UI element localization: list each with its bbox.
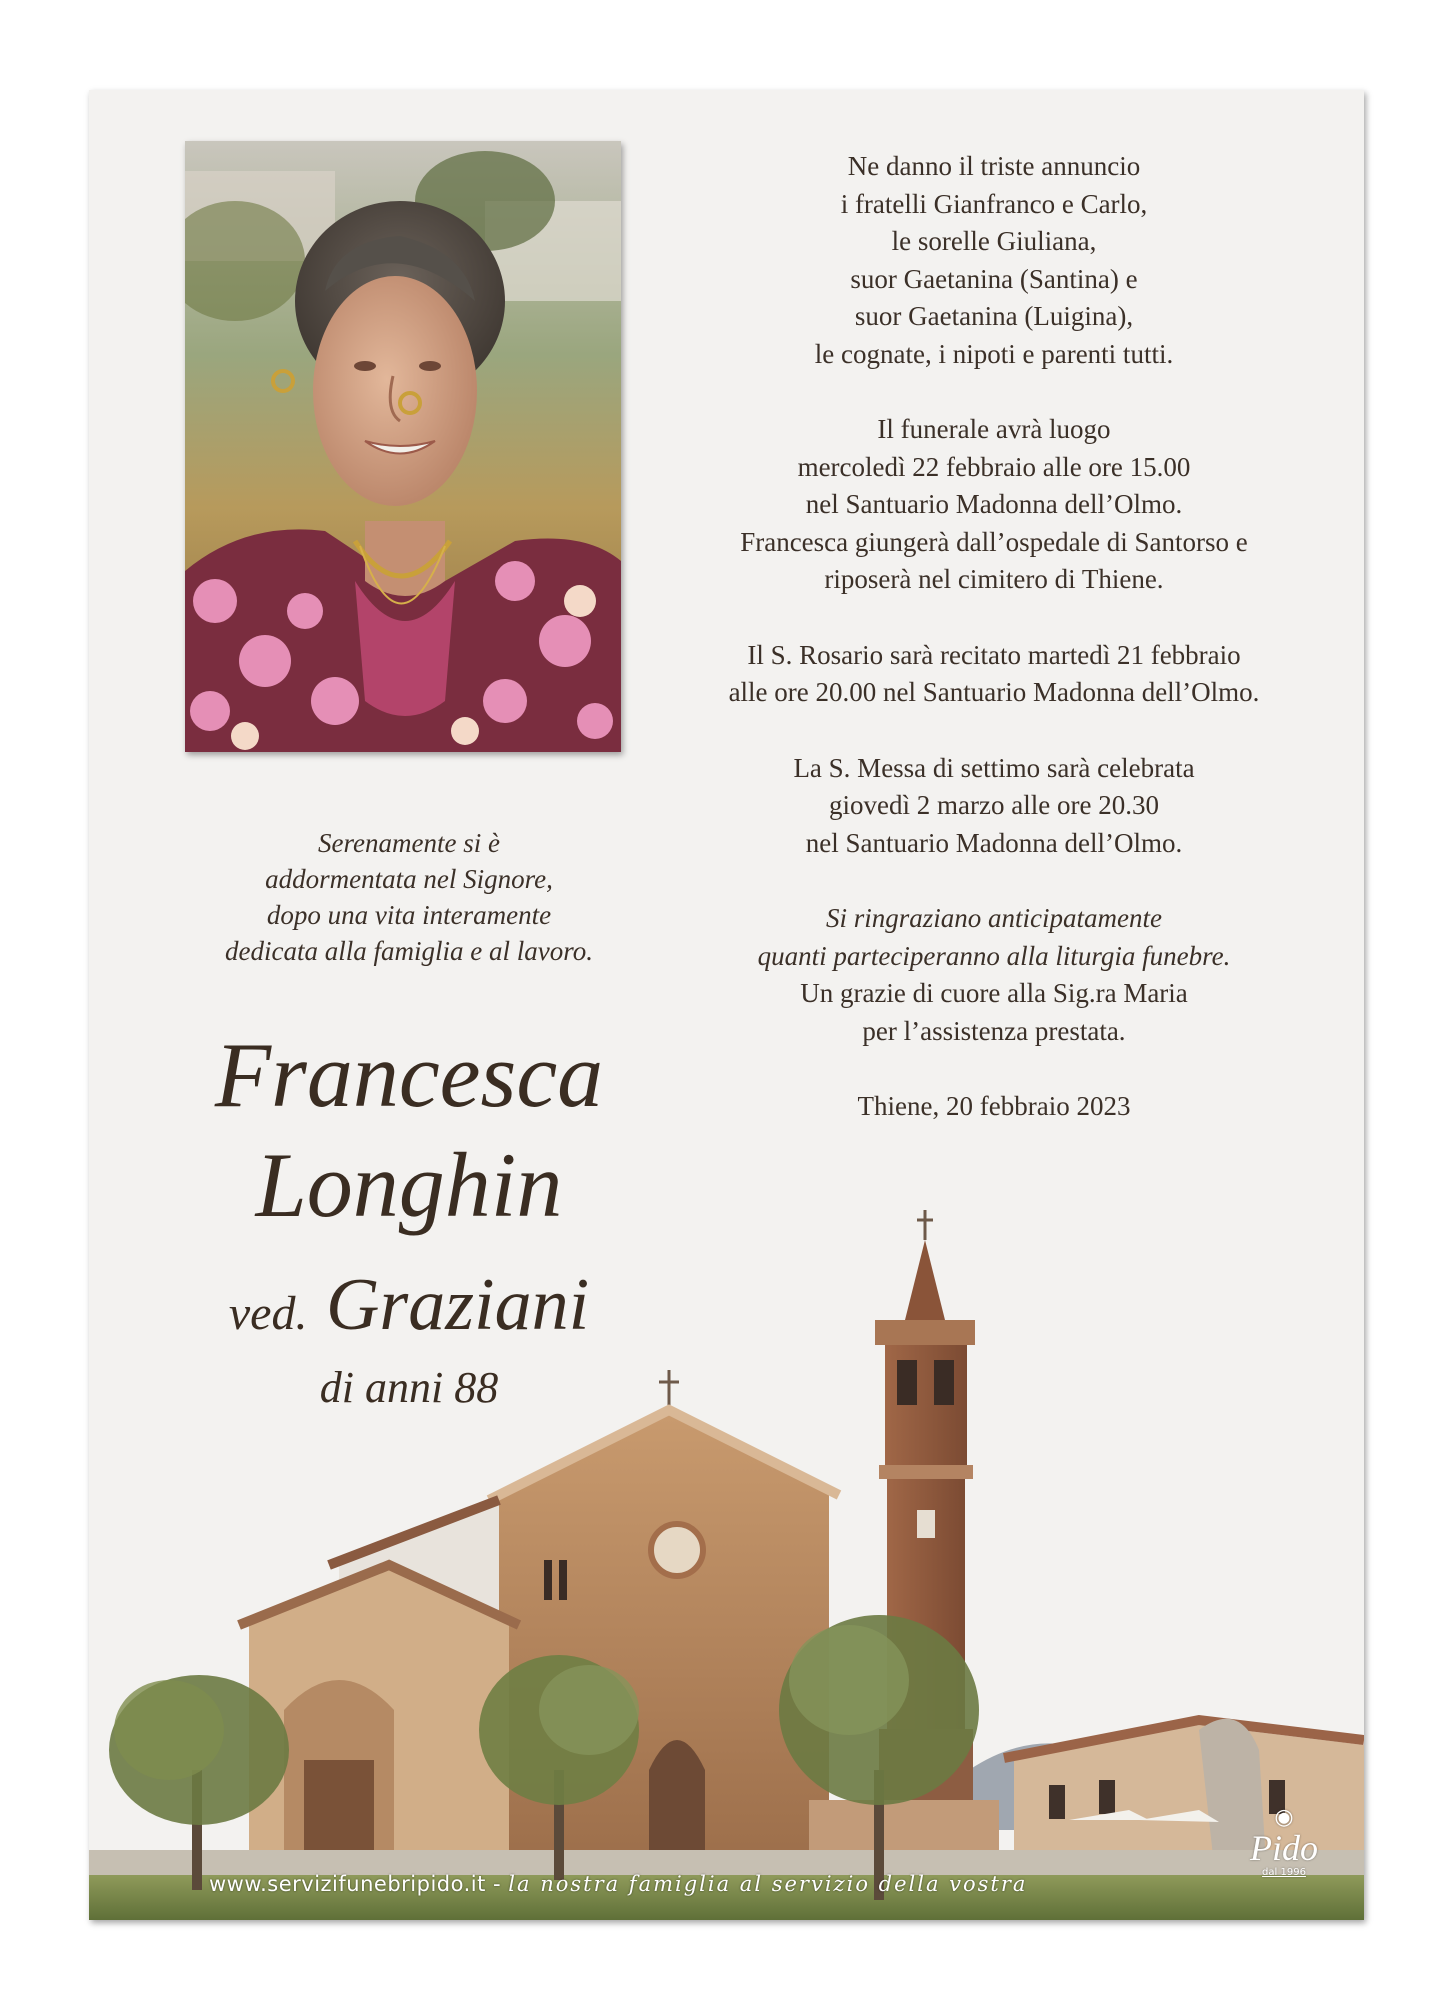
married-name: Graziani [325,1264,590,1346]
obituary-card [89,90,1364,1920]
church-scene-illustration [89,1210,1364,1920]
thanks-paragraph: Si ringraziano anticipatamente quanti parteciperanno alla liturgia funebre. Un grazie di cuore alla Sig.ra Maria per l’assistenza prestata. [757,903,1231,1046]
place-date: Thiene, 20 febbraio 2023 [857,1091,1131,1121]
funeral-paragraph: Il funerale avrà luogo mercoledì 22 febbraio alle ore 15.00 nel Santuario Madonna dell’Olmo. Francesca giungerà dall’ospedale di Santorso e riposerà nel cimitero di Thiene. [740,414,1248,594]
last-name: Longhin [255,1134,563,1236]
portrait-photo [185,141,621,752]
mass-paragraph: La S. Messa di settimo sarà celebrata giovedì 2 marzo alle ore 20.30 nel Santuario Madonna dell’Olmo. [793,752,1195,858]
widow-prefix: ved. [228,1287,308,1340]
rosary-paragraph: Il S. Rosario sarà recitato martedì 21 febbraio alle ore 20.00 nel Santuario Madonna dell’Olmo. [728,639,1260,707]
footer-url[interactable]: www.servizifunebripido.it [209,1872,486,1896]
family-paragraph: Ne danno il triste annuncio i fratelli Gianfranco e Carlo, le sorelle Giuliana, suor Gaetanina (Santina) e suor Gaetanina (Luigina), le cognate, i nipoti e parenti tutti. [814,151,1174,369]
serene-text: Serenamente si è addormentata nel Signore, dopo una vita interamente dedicata alla famiglia e al lavoro. [225,828,593,966]
first-name: Francesca [214,1024,604,1126]
pido-logo: ◉ Pido dal 1996 [1239,1805,1329,1878]
flame-icon: ◉ [1274,1804,1294,1829]
announcement-text [659,148,1329,1164]
age-text: di anni 88 [319,1363,499,1412]
footer-motto: la nostra famiglia al servizio della vostra [508,1872,1028,1896]
footer-website[interactable]: www.servizifunebripido.it - la nostra famiglia al servizio della vostra [209,1872,1028,1896]
